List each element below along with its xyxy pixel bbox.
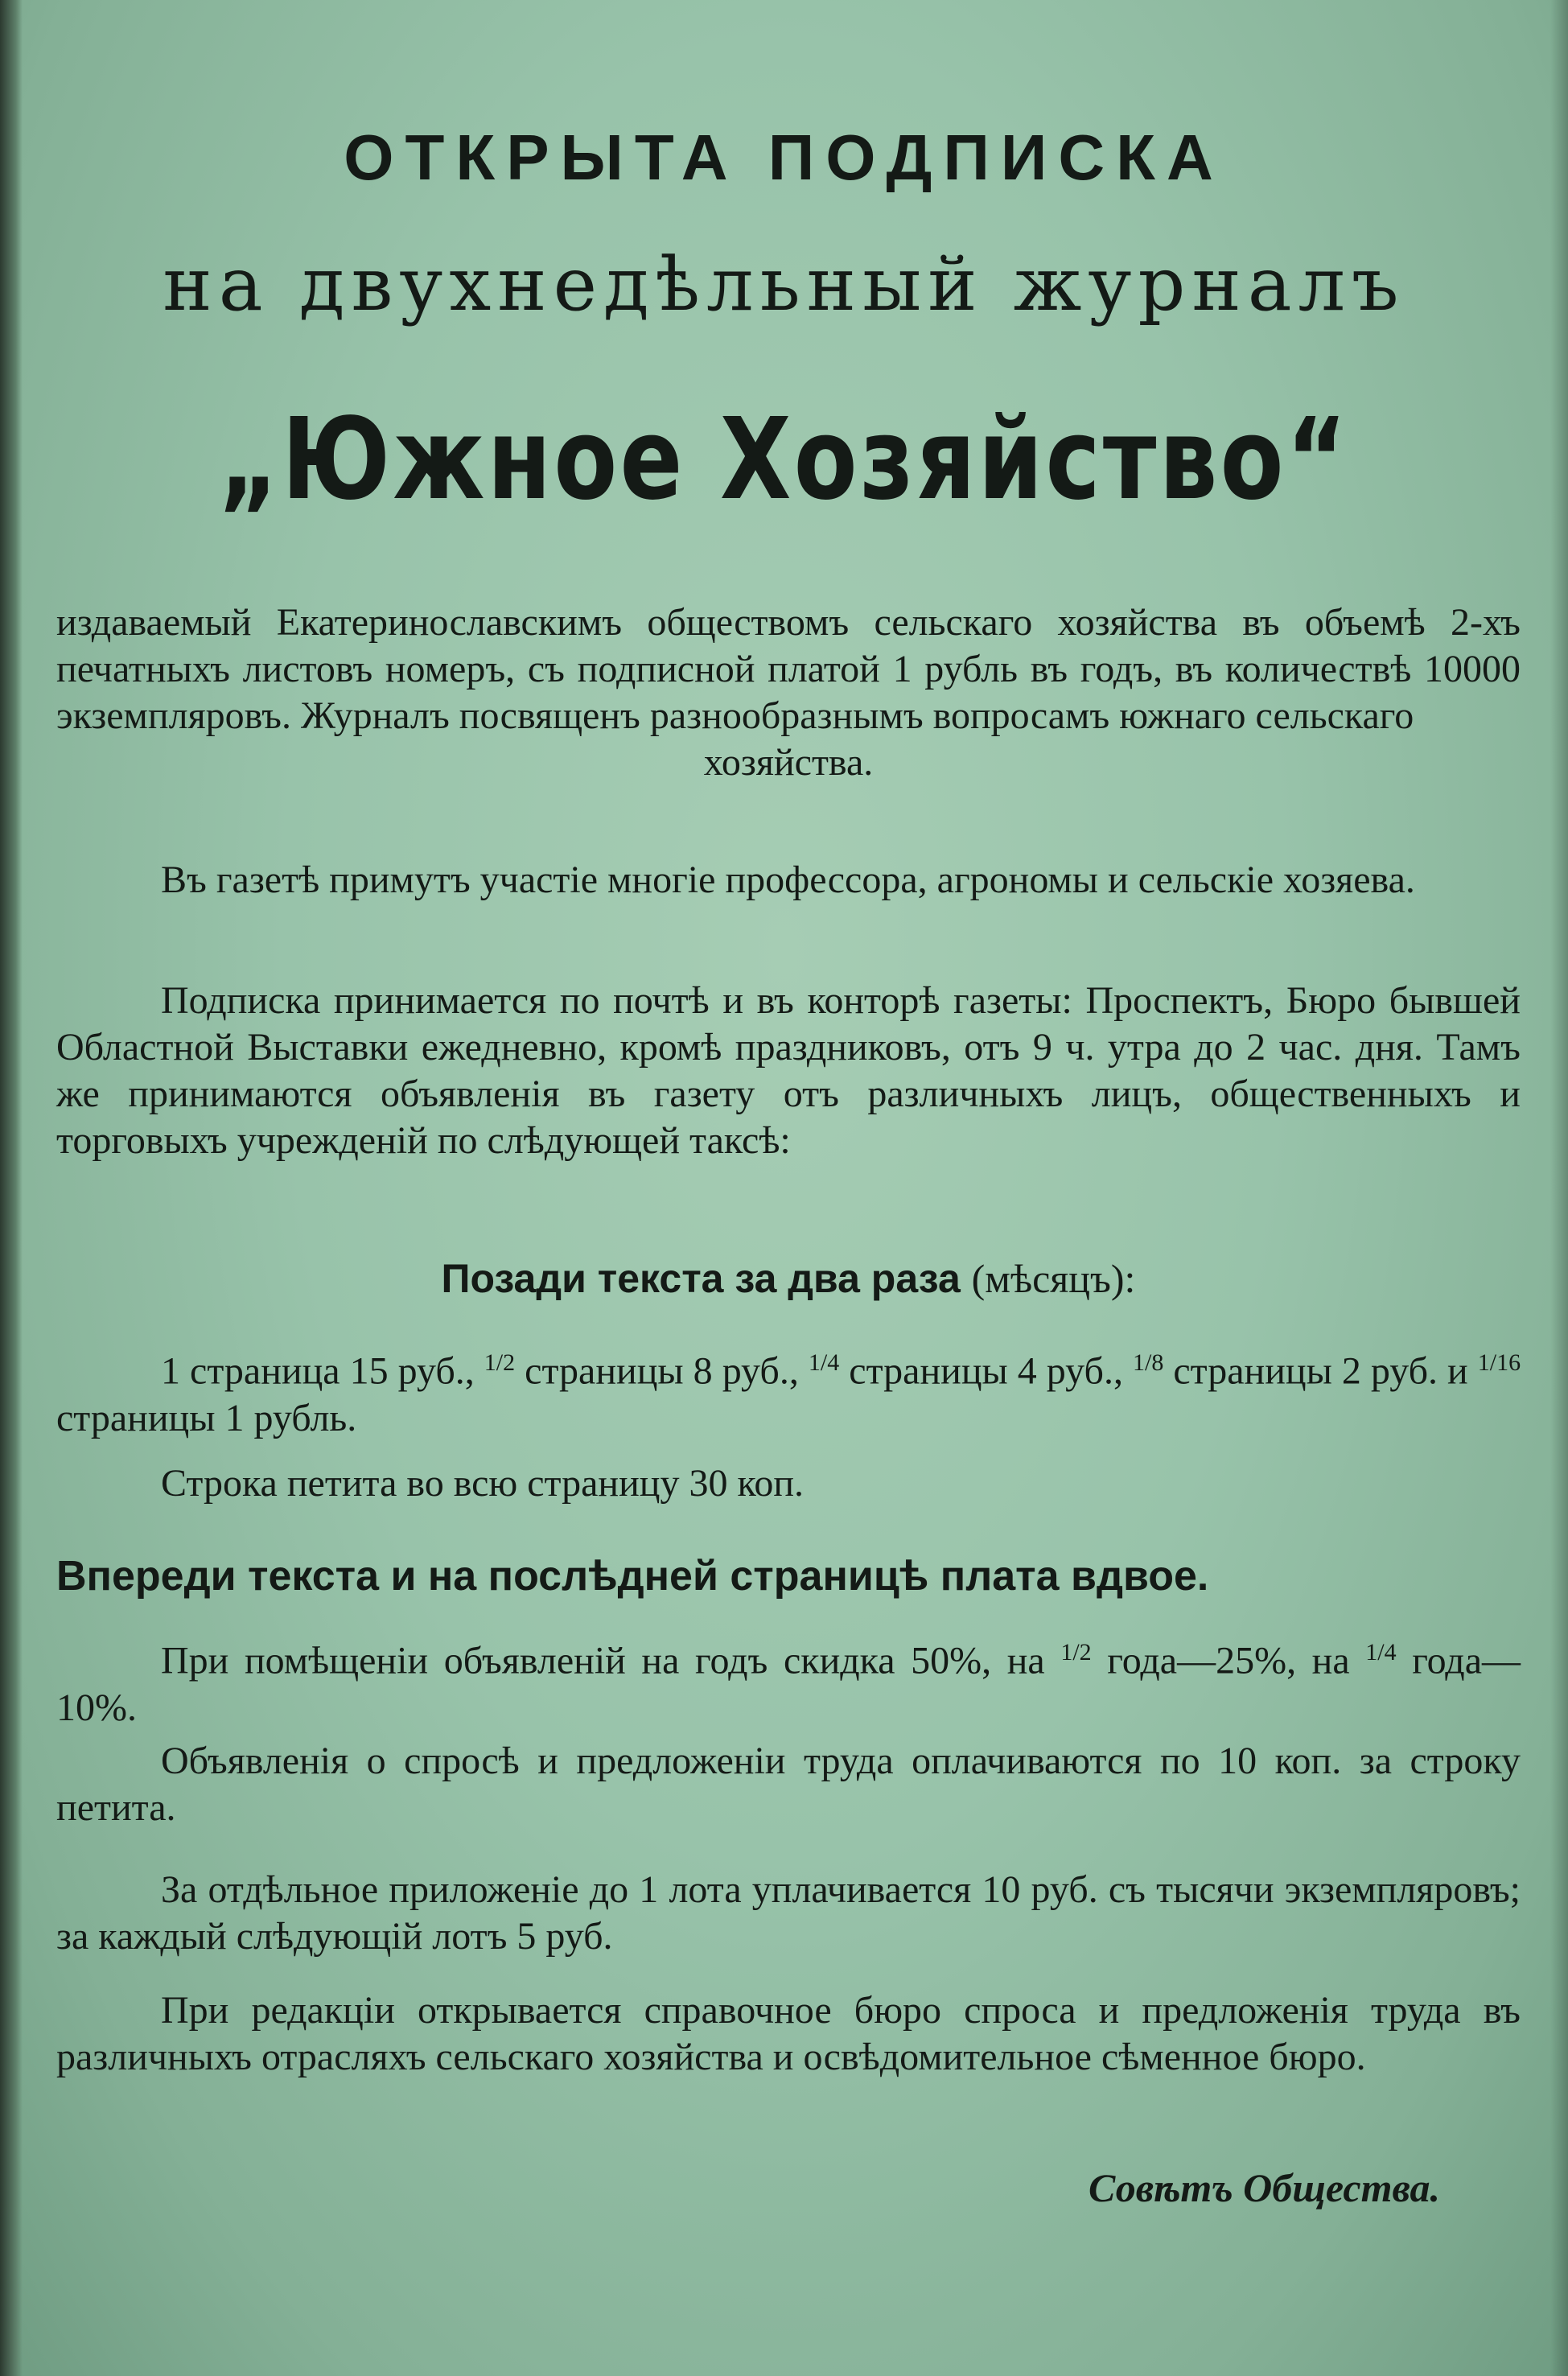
rate-eighth-fraction: 1/8 <box>1132 1349 1164 1376</box>
supplement-paragraph: За отдѣльное приложеніе до 1 лота уплачивается 10 руб. съ тысячи экземпляровъ; за каждый слѣдующій лотъ 5 руб. <box>56 1868 1521 1958</box>
rate-heading-text: Позади текста за два раза <box>441 1256 961 1301</box>
intro-last-line: хозяйства. <box>703 741 874 784</box>
petit-line: Строка петита во всю страницу 30 коп. <box>161 1462 805 1505</box>
rate-sixteenth-page: страницы 1 рубль. <box>56 1396 357 1439</box>
rate-half-page: страницы 8 руб., <box>525 1349 799 1393</box>
intro-paragraph <box>56 599 1521 786</box>
rate-quarter-fraction: 1/4 <box>808 1349 840 1376</box>
signature: Совѣтъ Общества. <box>1089 2165 1440 2210</box>
subscription-paragraph: Подписка принимается по почтѣ и въ конторѣ газеты: Проспектъ, Бюро бывшей Областной Выставки ежедневно, кромѣ праздниковъ, отъ 9 ч. утра до 2 час. дня. Тамъ же принимаются объявленія въ газету отъ различныхъ лицъ, общественныхъ и торговыхъ учрежденій по слѣдующей таксѣ: <box>56 979 1521 1162</box>
labor-ads-paragraph: Объявленія о спросѣ и предложеніи труда оплачиваются по 10 коп. за строку петита. <box>56 1740 1521 1829</box>
discount-part-1: При помѣщеніи объявленій на годъ скидка 50%, на <box>161 1639 1045 1682</box>
rate-quarter-page: страницы 4 руб., <box>849 1349 1123 1393</box>
rate-full-page: 1 страница 15 руб., <box>161 1349 475 1393</box>
discount-paragraph <box>56 1629 1521 1732</box>
page-heading: ОТКРЫТА ПОДПИСКА <box>344 121 1224 193</box>
bureau-paragraph: При редакціи открывается справочное бюро спроса и предложенія труда въ различныхъ отрасляхъ сельскаго хозяйства и освѣдомительное сѣменное бюро. <box>56 1989 1521 2078</box>
participants-paragraph: Въ газетѣ примутъ участіе многіе профессора, агрономы и сельскіе хозяева. <box>161 859 1415 901</box>
discount-part-2: года—25%, на <box>1107 1639 1350 1682</box>
rate-eighth-page: страницы 2 руб. и <box>1173 1349 1468 1393</box>
journal-title: „Южное Хозяйство“ <box>218 394 1350 525</box>
intro-text: издаваемый Екатеринославскимъ обществомъ сельскаго хозяйства въ объемѣ 2-хъ печатныхъ листовъ номеръ, съ подписной платой 1 рубль въ годъ, въ количествѣ 10000 экземпляровъ. Журналъ посвященъ разнообразнымъ вопросамъ южнаго сельскаго <box>56 601 1521 737</box>
rate-sixteenth-fraction: 1/16 <box>1477 1349 1521 1376</box>
rate-heading <box>56 1255 1521 1302</box>
discount-part-3: года—10%. <box>56 1639 1521 1729</box>
discount-half-fraction: 1/2 <box>1060 1639 1092 1666</box>
rate-heading-period: (мѣсяцъ): <box>971 1256 1136 1301</box>
rate-half-fraction: 1/2 <box>484 1349 516 1376</box>
page-subheading: на двухнедѣльный журналъ <box>163 241 1405 327</box>
front-rate-heading: Впереди текста и на послѣдней страницѣ плата вдвое. <box>56 1553 1209 1600</box>
discount-quarter-fraction: 1/4 <box>1365 1639 1397 1666</box>
rates-paragraph <box>56 1340 1521 1442</box>
